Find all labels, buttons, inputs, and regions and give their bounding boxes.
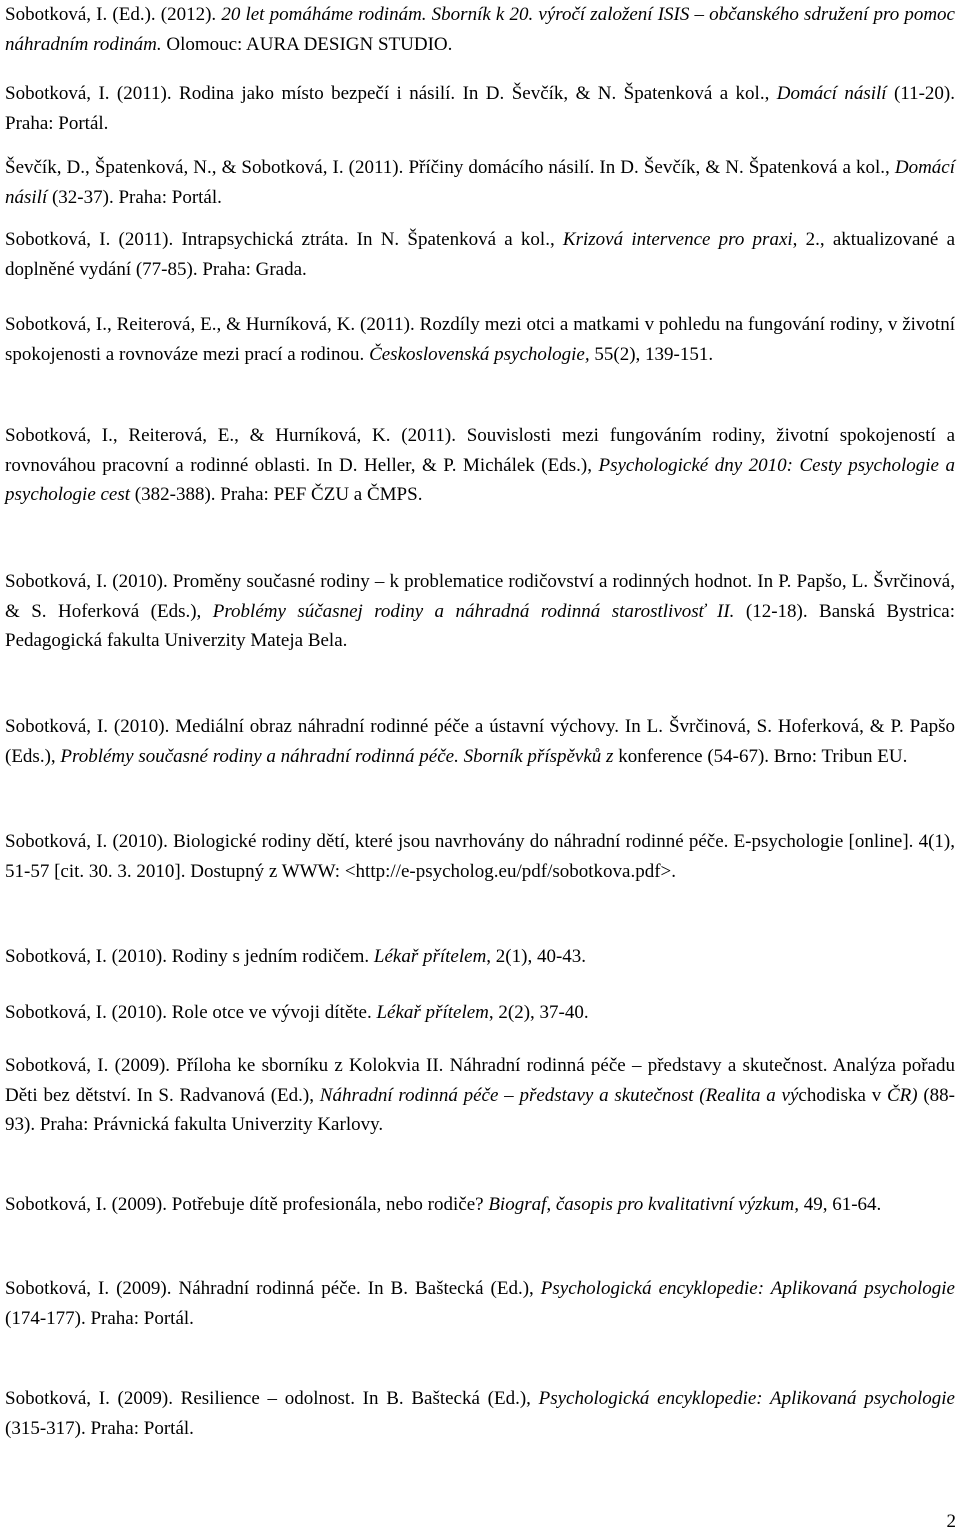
reference-text: Sobotková, I., Reiterová, E., & Hurníková, K. (2011). Rozdíly mezi otci a matkami v pohledu na fungování rodiny, v životní spokojenosti a rovnováze mezi prací a rodinou. <box>5 314 955 365</box>
reference-entry <box>5 1384 955 1443</box>
reference-italic-text: Problémy současné rodiny a náhradní rodinná péče. Sborník příspěvků z <box>60 745 614 767</box>
reference-italic-text: 20 let pomáháme rodinám. Sborník k 20. výročí založení ISIS – občanského sdružení pro pomoc náhradním rodinám. <box>5 4 955 55</box>
reference-text: Sobotková, I. (Ed.). (2012). <box>5 4 222 25</box>
reference-entry <box>5 942 955 972</box>
reference-text: Sobotková, I. (2009). Příloha ke sborníku z Kolokvia II. Náhradní rodinná péče – představy a skutečnost. Analýza pořadu Děti bez dětství. In S. Radvanová (Ed.), <box>5 1055 955 1106</box>
reference-text: Sobotková, I. (2009). Potřebuje dítě profesionála, nebo rodiče? <box>5 1194 489 1215</box>
reference-italic-text: Náhradní rodinná péče – představy a skutečnost (Realita a vý <box>319 1084 799 1106</box>
reference-italic-text: ČR) <box>886 1084 918 1106</box>
reference-text: Sobotková, I. (2011). Rodina jako místo bezpečí i násilí. In D. Ševčík, & N. Špatenková a kol., <box>5 83 777 104</box>
reference-text: (11-20). Praha: Portál. <box>5 83 956 134</box>
reference-italic-text: Československá psychologie, <box>369 343 590 365</box>
reference-text: (174-177). Praha: Portál. <box>5 1307 194 1329</box>
reference-italic-text: Lékař přítelem <box>376 1002 489 1023</box>
reference-entry <box>5 998 955 1028</box>
reference-text: konference (54-67). Brno: Tribun EU. <box>613 745 908 767</box>
reference-entry <box>5 1190 955 1220</box>
reference-italic-text: Domácí násilí <box>776 83 887 104</box>
reference-text: 55(2), 139-151. <box>589 343 714 365</box>
page-number: 2 <box>946 1511 956 1532</box>
reference-text: Sobotková, I. (2010). Biologické rodiny dětí, které jsou navrhovány do náhradní rodinné péče. E-psychologie [online]. 4(1), 51-57 [cit. 30. 3. 2010]. Dostupný z WWW: <http://e-psycholog.eu/pdf/sobotkova.pdf>. <box>5 831 955 882</box>
reference-italic-text: Psychologická encyklopedie: Aplikovaná psychologie <box>538 1388 955 1409</box>
reference-italic-text: Domácí násilí <box>5 157 955 208</box>
reference-entry <box>5 1274 955 1333</box>
reference-entry <box>5 567 955 656</box>
reference-entry <box>5 310 955 369</box>
reference-text: Sobotková, I. (2010). Rodiny s jedním rodičem. <box>5 946 374 967</box>
reference-text: Ševčík, D., Špatenková, N., & Sobotková, I. (2011). Příčiny domácího násilí. In D. Ševčík, & N. Špatenková a kol., <box>5 157 895 178</box>
reference-text: (88-93). Praha: Právnická fakulta Univerzity Karlovy. <box>5 1084 956 1135</box>
reference-text: Sobotková, I. (2010). Mediální obraz náhradní rodinné péče a ústavní výchovy. In L. Švrčinová, S. Hoferková, & P. Papšo (Eds.), <box>5 716 955 767</box>
reference-text: chodiska v <box>798 1084 887 1106</box>
reference-entry <box>5 225 955 284</box>
reference-italic-text: Problémy súčasnej rodiny a náhradná rodinná starostlivosť II. <box>212 600 735 622</box>
reference-entry <box>5 421 955 510</box>
reference-text: 49, 61-64. <box>798 1194 882 1215</box>
reference-text: (315-317). Praha: Portál. <box>5 1417 194 1439</box>
reference-italic-text: Psychologická encyklopedie: Aplikovaná psychologie <box>540 1278 955 1299</box>
reference-text: , 2., aktualizované a doplněné vydání (77-85). Praha: Grada. <box>5 229 956 280</box>
reference-italic-text: Psychologické dny 2010: Cesty psychologie a psychologie cest <box>5 454 955 505</box>
reference-entry <box>5 1051 955 1140</box>
reference-italic-text: Krizová intervence pro praxi <box>562 229 793 250</box>
reference-entry <box>5 0 955 59</box>
reference-text: , 2(2), 37-40. <box>488 1002 589 1023</box>
reference-text: Sobotková, I. (2010). Role otce ve vývoji dítěte. <box>5 1002 377 1023</box>
reference-text: (12-18). Banská Bystrica: Pedagogická fakulta Univerzity Mateja Bela. <box>5 600 955 651</box>
reference-text: , 2(1), 40-43. <box>486 946 587 967</box>
reference-entry <box>5 153 955 212</box>
reference-italic-text: Biograf, časopis pro kvalitativní výzkum, <box>488 1194 799 1215</box>
reference-text: Sobotková, I. (2009). Resilience – odolnost. In B. Baštecká (Ed.), <box>5 1388 539 1409</box>
reference-entry <box>5 827 955 886</box>
reference-text: Sobotková, I., Reiterová, E., & Hurníková, K. (2011). Souvislosti mezi fungováním rodiny, životní spokojeností a rovnováhou pracovní a rodinné oblasti. In D. Heller, & P. Michálek (Eds.), <box>5 425 955 476</box>
reference-entry <box>5 79 955 138</box>
reference-text: Sobotková, I. (2011). Intrapsychická ztráta. In N. Špatenková a kol., <box>5 229 563 250</box>
reference-text: Sobotková, I. (2010). Proměny současné rodiny – k problematice rodičovství a rodinných hodnot. In P. Papšo, L. Švrčinová, & S. Hoferková (Eds.), <box>5 571 955 622</box>
reference-text: (32-37). Praha: Portál. <box>47 186 222 208</box>
reference-text: (382-388). Praha: PEF ČZU a ČMPS. <box>130 484 423 505</box>
reference-entry <box>5 712 955 771</box>
reference-text: Olomouc: AURA DESIGN STUDIO. <box>161 33 453 55</box>
reference-italic-text: Lékař přítelem <box>373 946 487 967</box>
reference-text: Sobotková, I. (2009). Náhradní rodinná péče. In B. Baštecká (Ed.), <box>5 1278 541 1299</box>
